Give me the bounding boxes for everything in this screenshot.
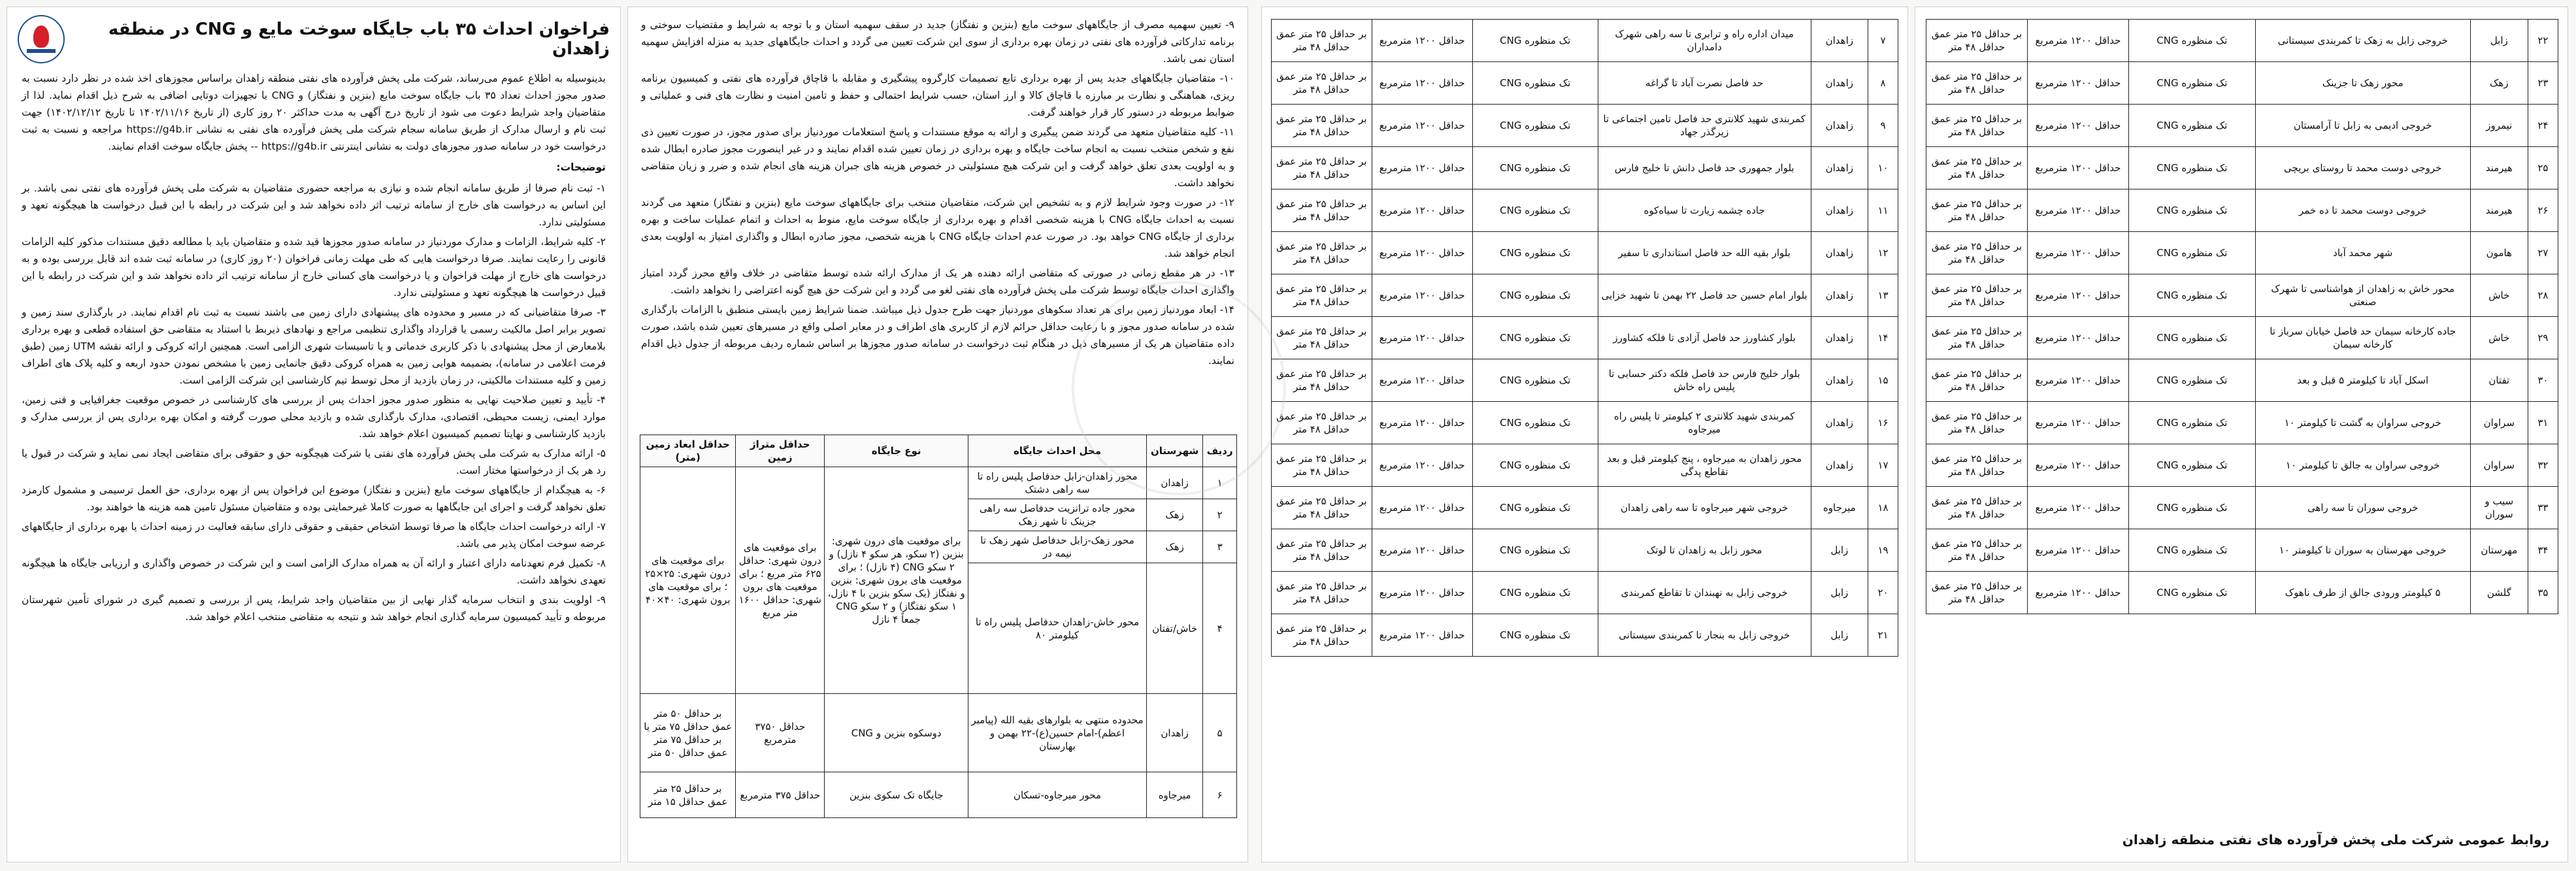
table-cell: زاهدان [1146, 467, 1203, 499]
table-cell: بر حداقل ۲۵ متر عمق حداقل ۴۸ متر [1926, 487, 2028, 529]
table-row [1272, 105, 1898, 147]
table-cell: ۱۳ [1868, 274, 1898, 317]
table-cell: زاهدان [1811, 62, 1868, 105]
table-cell: ۹ [1868, 105, 1898, 147]
table-cell: خروجی سراوان به گشت تا کیلومتر ۱۰ [2255, 402, 2470, 444]
table-cell: ۳۲ [2528, 444, 2558, 487]
notes-list [22, 180, 606, 625]
table-row [1272, 147, 1898, 189]
table-row [640, 467, 1237, 499]
table-cell: بر حداقل ۲۵ متر عمق حداقل ۴۸ متر [1926, 444, 2028, 487]
note-item: ۵- ارائه مدارک به شرکت ملی پخش فرآورده های نفتی یا شرکت هیچگونه حق و حقوقی برای متقاضی ایجاد نمی نماید و شرکت در قبول یا رد هر یک از درخواستها مختار است. [22, 448, 606, 476]
table-cell: زابل [1811, 529, 1868, 572]
note-item: ۴- تأیید و تعیین صلاحیت نهایی به منظور صدور مجوز احداث پس از بررسی های کارشناسی در خصوص موقعیت جغرافیایی و فنی زمین، موارد ایمنی، زیست محیطی، اقتصادی، مدارک بارگذاری شده و بازدید محلی صورت گرفته و امکان بهره برداری پس از بررسی مدارک و بازدید کارشناسی و نهایتا تصمیم کمیسیون اعلام خواهد شد. [22, 394, 606, 440]
table-cell: ۸ [1868, 62, 1898, 105]
table-cell: ۷ [1868, 20, 1898, 62]
stations-table-main [640, 435, 1237, 818]
table-cell: تک منظوره CNG [1472, 402, 1598, 444]
table-header-cell: حداقل متراژ زمین [736, 435, 825, 467]
table-cell: محور زهک-زابل حدفاصل شهر زهک تا نیمه در [968, 531, 1147, 563]
table-cell: حداقل ۱۲۰۰ مترمربع [2027, 317, 2128, 359]
table-row [1926, 62, 2558, 105]
table-cell: بر حداقل ۲۵ متر عمق حداقل ۴۸ متر [1272, 572, 1372, 614]
table-cell: محور زاهدان-زابل حدفاصل پلیس راه تا سه راهی دشتک [968, 467, 1147, 499]
company-logo-icon [18, 15, 65, 63]
merged-cell-area: برای موقعیت های درون شهری: حداقل ۶۲۵ متر مربع ؛ برای موقعیت های برون شهری: حداقل ۱۶۰۰ متر مربع [736, 467, 825, 694]
table-cell: هامون [2470, 232, 2528, 274]
table-cell: خروجی دوست محمد تا ده خمر [2255, 189, 2470, 232]
table-row [1926, 359, 2558, 402]
table-cell: حداقل ۱۲۰۰ مترمربع [1372, 147, 1472, 189]
table-cell: ۵ کیلومتر ورودی جالق از طرف ناهوک [2255, 572, 2470, 614]
table-cell: ۱۴ [1868, 317, 1898, 359]
table-cell: بر حداقل ۲۵ متر عمق حداقل ۴۸ متر [1272, 359, 1372, 402]
table-cell: سیب و سوران [2470, 487, 2528, 529]
table-cell: محور زاهدان به میرجاوه ، پنج کیلومتر قبل و بعد تقاطع پدگی [1598, 444, 1811, 487]
table-cell: ۱۱ [1868, 189, 1898, 232]
table-cell: خروجی زابل به زهک تا کمربندی سیستانی [2255, 20, 2470, 62]
table-cell: تک منظوره CNG [2129, 317, 2256, 359]
table-cell: بلوار کشاورز حد فاصل آزادی تا فلکه کشاورز [1598, 317, 1811, 359]
table-cell: بر حداقل ۲۵ متر عمق حداقل ۱۵ متر [640, 772, 736, 818]
table-cell: تک منظوره CNG [1472, 529, 1598, 572]
table-cell: حداقل ۱۲۰۰ مترمربع [1372, 444, 1472, 487]
table-cell: بر حداقل ۲۵ متر عمق حداقل ۴۸ متر [1272, 189, 1372, 232]
table-cell: ۳ [1203, 531, 1237, 563]
table-cell: حداقل ۱۲۰۰ مترمربع [2027, 572, 2128, 614]
table-cell: زهک [2470, 62, 2528, 105]
table-cell: جاده چشمه زیارت تا سیاه‌کوه [1598, 189, 1811, 232]
note-item: ۱- ثبت نام صرفا از طریق سامانه انجام شده و نیازی به مراجعه حضوری متقاضیان به شرکت ملی پخش فرآورده های نفتی نمی باشد. بر این اساس به درخواست های خارج از سامانه ترتیب اثر داده نخواهد شد و این شرکت در رابطه با این قبیل درخواست ها هیچگونه تعهد و مسئولیتی ندارد. [22, 182, 606, 228]
table-cell: ۳۱ [2528, 402, 2558, 444]
table-row [1272, 62, 1898, 105]
table-cell: تک منظوره CNG [1472, 20, 1598, 62]
table-cell: بر حداقل ۲۵ متر عمق حداقل ۴۸ متر [1926, 232, 2028, 274]
table-cell: میرجاوه [1811, 487, 1868, 529]
table-cell: نیمروز [2470, 105, 2528, 147]
table-row [1272, 487, 1898, 529]
table-header-row [640, 435, 1237, 467]
table-row [1272, 614, 1898, 657]
table-cell: ۳۵ [2528, 572, 2558, 614]
table-cell: تک منظوره CNG [1472, 274, 1598, 317]
table-cell: حداقل ۱۲۰۰ مترمربع [1372, 402, 1472, 444]
table-cell: تک منظوره CNG [1472, 232, 1598, 274]
table-cell: حداقل ۱۲۰۰ مترمربع [2027, 105, 2128, 147]
table-cell: حداقل ۱۲۰۰ مترمربع [2027, 487, 2128, 529]
table-cell: محدوده منتهی به بلوارهای بقیه الله (پیامبر اعظم)-امام حسین(ع)-۲۲ بهمن و بهارستان [968, 694, 1147, 772]
table-cell: خروجی شهر میرجاوه تا سه راهی زاهدان [1598, 487, 1811, 529]
table-cell: ۲۱ [1868, 614, 1898, 657]
table-cell: بر حداقل ۲۵ متر عمق حداقل ۴۸ متر [1272, 20, 1372, 62]
table-cell: بلوار جمهوری حد فاصل دانش تا خلیج فارس [1598, 147, 1811, 189]
table-row [1272, 529, 1898, 572]
table-cell: زاهدان [1811, 317, 1868, 359]
table-cell: حداقل ۱۲۰۰ مترمربع [1372, 614, 1472, 657]
table-cell: حداقل ۱۲۰۰ مترمربع [1372, 20, 1472, 62]
table-cell: خاش [2470, 317, 2528, 359]
table-cell: حداقل ۱۲۰۰ مترمربع [2027, 232, 2128, 274]
table-cell: بر حداقل ۵۰ متر عمق حداقل ۷۵ متر یا بر حداقل ۷۵ متر عمق حداقل ۵۰ متر [640, 694, 736, 772]
table-cell: حداقل ۱۲۰۰ مترمربع [2027, 274, 2128, 317]
table-cell: حداقل ۱۲۰۰ مترمربع [2027, 529, 2128, 572]
note-item: ۶- به هیچگدام از جایگاههای سوخت مایع (بنزین و نفتگاز) موضوع این فراخوان پس از بهره برداری، حق العمل ترسیمی و مشمول کارمزد تعلق نخواهد گرفت و اجرای این جایگاهها به صورت کاملا غیرحمایتی بوده و متقاضیان مسئول تامین همه هزینه ها خواهند بود. [22, 484, 606, 513]
table-cell: تک منظوره CNG [2129, 402, 2256, 444]
table-cell: حداقل ۱۲۰۰ مترمربع [2027, 62, 2128, 105]
table-cell: بر حداقل ۲۵ متر عمق حداقل ۴۸ متر [1272, 274, 1372, 317]
table-row [1926, 105, 2558, 147]
table-cell: ۲۳ [2528, 62, 2558, 105]
table-cell: حداقل ۱۲۰۰ مترمربع [2027, 444, 2128, 487]
table-cell: حداقل ۱۲۰۰ مترمربع [1372, 232, 1472, 274]
intro-paragraph: بدینوسیله به اطلاع عموم می‌رساند، شرکت ملی پخش فرآورده های نفتی منطقه زاهدان براساس مجوزهای اخذ شده در نظر دارد نسبت به صدور مجوز احداث تعداد ۳۵ باب جایگاه سوخت مایع (بنزین و نفتگاز) و CNG با تجهیزات دوتایی اضافی به شرح ذیل اقدام نماید. لذا از متقاضیان واجد شرایط دعوت می شود از تاریخ درج آگهی به مدت حداکثر ۲۰ روز کاری (از تاریخ ۱۴۰۲/۱۱/۱۶ تا تاریخ ۱۴۰۲/۱۲/۱۲) جهت ثبت نام و ارسال مدارک از طریق سامانه سجام شرکت ملی پخش فرآورده های نفتی به نشانی https://g4b.ir مراجعه و نسبت به ثبت درخواست خود در سامانه صدور مجوزهای دولت به نشانی اینترنتی https://g4b.ir -- پخش جایگاه سوخت اقدام نمایند. [22, 73, 606, 152]
table-cell: خروجی سوران تا سه راهی [2255, 487, 2470, 529]
table-cell: ۲۲ [2528, 20, 2558, 62]
table-cell: حداقل ۱۲۰۰ مترمربع [1372, 62, 1472, 105]
table-cell: محور جاده ترانزیت حدفاصل سه راهی جزینک تا شهر زهک [968, 499, 1147, 531]
table-cell: حداقل ۱۲۰۰ مترمربع [2027, 20, 2128, 62]
table-cell: تک منظوره CNG [2129, 529, 2256, 572]
table-cell: شهر محمد آباد [2255, 232, 2470, 274]
table-cell: زاهدان [1811, 105, 1868, 147]
table-cell: زاهدان [1811, 359, 1868, 402]
table-row [1926, 487, 2558, 529]
table-cell: ۱۶ [1868, 402, 1898, 444]
table-cell: تک منظوره CNG [2129, 105, 2256, 147]
table-cell: تک منظوره CNG [1472, 105, 1598, 147]
table-cell: گلشن [2470, 572, 2528, 614]
table-cell: ۳۳ [2528, 487, 2558, 529]
table-cell: حداقل ۱۲۰۰ مترمربع [1372, 359, 1472, 402]
table-cell: تک منظوره CNG [1472, 147, 1598, 189]
table-cell: ۱۲ [1868, 232, 1898, 274]
note-item: ۹- تعیین سهمیه مصرف از جایگاههای سوخت مایع (بنزین و نفتگاز) جدید در سقف سهمیه استان و با توجه به شرایط و مقتضیات سوختی و برنامه تدارکاتی فرآورده های نفتی در زمان بهره برداری از سوی این شرکت تعیین می گردد و احداث جایگاههای جدید به منزله افزایش سهمیه استان نمی باشد. [641, 19, 1234, 65]
table-cell: ۱۵ [1868, 359, 1898, 402]
table-row [1272, 359, 1898, 402]
table-cell: تک منظوره CNG [2129, 147, 2256, 189]
table-header-cell: شهرستان [1146, 435, 1203, 467]
table-cell: زاهدان [1811, 147, 1868, 189]
table-cell: حداقل ۱۲۰۰ مترمربع [1372, 189, 1472, 232]
table-row [1272, 444, 1898, 487]
table-cell: بلوار بقیه الله حد فاصل استانداری تا سفیر [1598, 232, 1811, 274]
table-cell: حد فاصل نصرت آباد تا گراغه [1598, 62, 1811, 105]
table-cell: زاهدان [1811, 189, 1868, 232]
notice-page-2 [627, 7, 1248, 863]
table-cell: ۶ [1203, 772, 1237, 818]
table-cell: خروجی سراوان به جالق تا کیلومتر ۱۰ [2255, 444, 2470, 487]
table-cell: زاهدان [1146, 694, 1203, 772]
notice-body [7, 67, 620, 631]
footer-signature: روابط عمومی شرکت ملی پخش فرآورده های نفتی منطقه زاهدان [2122, 832, 2549, 847]
table-cell: خروجی ادیمی به زابل تا آرامستان [2255, 105, 2470, 147]
table-cell: بر حداقل ۲۵ متر عمق حداقل ۴۸ متر [1926, 20, 2028, 62]
table-cell: مهرستان [2470, 529, 2528, 572]
table-row [1272, 317, 1898, 359]
table-cell: زابل [1811, 572, 1868, 614]
table-cell: حداقل ۱۲۰۰ مترمربع [1372, 105, 1472, 147]
table-cell: ۲ [1203, 499, 1237, 531]
table-cell: جاده کارخانه سیمان حد فاصل خیابان سرباز تا کارخانه سیمان [2255, 317, 2470, 359]
notice-header [7, 7, 620, 67]
note-item: ۱۴- ابعاد موردنیاز زمین برای هر تعداد سکوهای موردنیاز جهت طرح جدول ذیل میباشد. ضمنا شرایط زمین بایستی منطبق با الزامات بارگذاری شده در سامانه صدور مجوز و با رعایت حداقل حرائم لازم از کاربری های اطراف و در معابر اصلی واقع در مسیرهای تعیین شده باشد، صورت داده متقاضیان هر یک از مسیرهای ذیل در هنگام ثبت درخواست در سامانه صدور مجوزها بر اساس شماره ردیف مربوطه از جدول ذیل اقدام نمایند. [641, 304, 1234, 367]
table-cell: تک منظوره CNG [1472, 444, 1598, 487]
table-cell: ۲۰ [1868, 572, 1898, 614]
table-cell: تک منظوره CNG [2129, 20, 2256, 62]
table-cell: محور میرجاوه-تسکان [968, 772, 1147, 818]
table-row [1272, 402, 1898, 444]
table-cell: تک منظوره CNG [1472, 487, 1598, 529]
notice-page-1 [7, 7, 621, 863]
table-cell: ۲۴ [2528, 105, 2558, 147]
table-cell: ۳۴ [2528, 529, 2558, 572]
note-item: ۳- صرفا متقاضیانی که در مسیر و محدوده های پیشنهادی دارای زمین می باشند نسبت به ثبت نام اقدام نمایند. در بارگذاری سند زمین و تصویر برابر اصل مالکیت رسمی یا قرارداد واگذاری تنظیمی مراجع و نهادهای ذیربط با استناد به متقاضی حق استفاده قطعی و بهره برداری بلامعارض از محل پیشنهادی با ذکر کاربری خدماتی و یا تاسیسات شهری الزامی است. همچنین ارائه کروکی و ارائه نقشه UTM زمین (طبق فرمت اعلامی در سامانه)، بضمیمه هوایی زمین به همراه کروکی دقیق جانمایی زمین با مشخص نمودن حدود اربعه و کلیه پلاک های اطراف زمین و کلیه مستندات مالکیتی، در زمان بازدید از محل توسط تیم کارشناسی این شرکت الزامی است. [22, 306, 606, 386]
table-row [1926, 232, 2558, 274]
table-cell: بر حداقل ۲۵ متر عمق حداقل ۴۸ متر [1272, 105, 1372, 147]
table-row [1926, 317, 2558, 359]
table-cell: زاهدان [1811, 20, 1868, 62]
table-cell: بر حداقل ۲۵ متر عمق حداقل ۴۸ متر [1926, 274, 2028, 317]
table-row [1926, 189, 2558, 232]
table-header-cell: ردیف [1203, 435, 1237, 467]
table-cell: بر حداقل ۲۵ متر عمق حداقل ۴۸ متر [1926, 317, 2028, 359]
table-cell: بر حداقل ۲۵ متر عمق حداقل ۴۸ متر [1272, 62, 1372, 105]
table-cell: تک منظوره CNG [2129, 189, 2256, 232]
cng-stations-table-2 [1926, 19, 2558, 614]
table-header-cell: محل احداث جایگاه [968, 435, 1147, 467]
notice-page-4 [1915, 7, 2568, 863]
table-cell: بر حداقل ۲۵ متر عمق حداقل ۴۸ متر [1272, 487, 1372, 529]
table-row [1926, 20, 2558, 62]
table-cell: حداقل ۱۲۰۰ مترمربع [2027, 402, 2128, 444]
table-cell: ۱۸ [1868, 487, 1898, 529]
table-cell: تک منظوره CNG [1472, 317, 1598, 359]
table-cell: کمربندی شهید کلانتری ۲ کیلومتر تا پلیس راه میرجاوه [1598, 402, 1811, 444]
table-cell: ۳۰ [2528, 359, 2558, 402]
table-cell: بلوار امام حسین حد فاصل ۲۲ بهمن تا شهید خزایی [1598, 274, 1811, 317]
table-cell: ۱۷ [1868, 444, 1898, 487]
table-cell: حداقل ۱۲۰۰ مترمربع [1372, 529, 1472, 572]
table-cell: تک منظوره CNG [2129, 487, 2256, 529]
table-cell: حداقل ۱۲۰۰ مترمربع [1372, 317, 1472, 359]
table-cell: ۲۵ [2528, 147, 2558, 189]
table-cell: زاهدان [1811, 402, 1868, 444]
table-cell: حداقل ۱۲۰۰ مترمربع [1372, 572, 1472, 614]
table-cell: دوسکوه بنزین و CNG [825, 694, 968, 772]
table-cell: زاهدان [1811, 232, 1868, 274]
table-header-cell: حداقل ابعاد زمین (متر) [640, 435, 736, 467]
table-cell: میرجاوه [1146, 772, 1203, 818]
table-cell: بر حداقل ۲۵ متر عمق حداقل ۴۸ متر [1926, 572, 2028, 614]
table-cell: بر حداقل ۲۵ متر عمق حداقل ۴۸ متر [1926, 105, 2028, 147]
table-cell: بر حداقل ۲۵ متر عمق حداقل ۴۸ متر [1926, 147, 2028, 189]
notes-title: توضیحات: [556, 161, 606, 173]
table-cell: سراوان [2470, 444, 2528, 487]
table-cell: حداقل ۱۲۰۰ مترمربع [2027, 147, 2128, 189]
table-cell: خاش [2470, 274, 2528, 317]
table-cell: زابل [1811, 614, 1868, 657]
table-cell: بر حداقل ۲۵ متر عمق حداقل ۴۸ متر [1926, 529, 2028, 572]
table-cell: ۴ [1203, 563, 1237, 694]
table-cell: تک منظوره CNG [1472, 614, 1598, 657]
table-cell: تک منظوره CNG [1472, 62, 1598, 105]
notes-continued [628, 7, 1247, 427]
note-item: ۱۳- در هر مقطع زمانی در صورتی که متقاضی ارائه دهنده هر یک از مدارک ارائه شده توسط متقاضی در خلاف واقع محرز گردد امتیاز واگذاری احداث جایگاه توسط شرکت ملی پخش فرآورده های نفتی لغو می گردد و این شرکت حق هیچ گونه اعتراضی را نخواهد داشت. [641, 267, 1234, 296]
table-cell: بر حداقل ۲۵ متر عمق حداقل ۴۸ متر [1926, 62, 2028, 105]
table-cell: حداقل ۱۲۰۰ مترمربع [2027, 189, 2128, 232]
table-row [1926, 444, 2558, 487]
table-row [1272, 189, 1898, 232]
table-cell: بر حداقل ۲۵ متر عمق حداقل ۴۸ متر [1272, 402, 1372, 444]
table-cell: بر حداقل ۲۵ متر عمق حداقل ۴۸ متر [1272, 444, 1372, 487]
note-item: ۱۲- در صورت وجود شرایط لازم و به تشخیص این شرکت، متقاضیان منتخب برای جایگاههای سوخت مایع (بنزین و نفتگاز) متعهد می گردند نسبت به احداث جایگاه CNG با هزینه شخصی اقدام و بهره برداری از جایگاه سوخت مایع، منوط به احداث و اتمام عملیات ساخت و بهره برداری از جایگاه CNG خواهد بود. در صورت عدم احداث جایگاه CNG با هزینه شخصی، مجوز صادره ابطال و واگذاری امتیاز به اولویت بعدی انجام خواهد شد. [641, 197, 1234, 259]
table-cell: زاهدان [1811, 444, 1868, 487]
table-cell: بر حداقل ۲۵ متر عمق حداقل ۴۸ متر [1926, 402, 2028, 444]
table-row [1926, 147, 2558, 189]
table-cell: حداقل ۳۷۵ مترمربع [736, 772, 825, 818]
table-cell: محور زابل به زاهدان تا لوتک [1598, 529, 1811, 572]
table-row [1926, 402, 2558, 444]
table-cell: خروجی زابل به نهبندان تا تقاطع کمربندی [1598, 572, 1811, 614]
table-cell: زابل [2470, 20, 2528, 62]
note-item: ۱۱- کلیه متقاضیان متعهد می گردند ضمن پیگیری و ارائه به موقع مستندات و پاسخ استعلامات موردنیاز برای صدور مجوز، در صورت تعیین ذی نفع و شخص منتخب نسبت به انجام ساخت جایگاه و بهره برداری در زمان تعیین شده اقدام نمایند و در غیر اینصورت مجوز صادره ابطال شده و به اولویت بعدی تعلق خواهد گرفت و این شرکت هیچ مسئولیتی در خصوص هزینه های جبران هزینه های انجام شده و ضرر و زیان متقاضی نخواهد داشت. [641, 126, 1234, 189]
note-item: ۲- کلیه شرایط، الزامات و مدارک موردنیاز در سامانه صدور مجوزها قید شده و متقاضیان باید با مطالعه دقیق مستندات مذکور کلیه الزامات قانونی را رعایت نمایند. صرفا درخواست هایی که طی مهلت زمانی فراخوان (۲۰ روز کاری) در سامانه ثبت شده اند قابل بررسی بوده و به درخواست های خارج از مهلت فراخوان و یا درخواست های کسانی خارج از سامانه ترتیب اثر داده نخواهد شد و این شرکت در رابطه با این قبیل درخواست ها هیچگونه تعهد و مسئولیتی ندارد. [22, 236, 606, 299]
table-row [1926, 274, 2558, 317]
table-cell: سراوان [2470, 402, 2528, 444]
table-cell: زهک [1146, 499, 1203, 531]
table-row [1272, 20, 1898, 62]
table-cell: بلوار خلیج فارس حد فاصل فلکه دکتر حسابی تا پلیس راه خاش [1598, 359, 1811, 402]
note-item: ۱۰- متقاضیان جایگاههای جدید پس از بهره برداری تابع تصمیمات کارگروه پیشگیری و مقابله با قاچاق فرآورده های نفتی و کمیسیون برنامه ریزی، هماهنگی و نظارت بر مبارزه با قاچاق کالا و ارز استان، حسب شرایط احتمالی و حفظ و تامین امنیت و نظارت های فنی و عملیاتی و ضوابط مربوطه در دستور کار قرار خواهند گرفت. [641, 73, 1234, 118]
table-cell: بر حداقل ۲۵ متر عمق حداقل ۴۸ متر [1272, 614, 1372, 657]
table-cell: ۱۰ [1868, 147, 1898, 189]
table-cell: ۲۹ [2528, 317, 2558, 359]
table-row [1272, 572, 1898, 614]
table-cell: کمربندی شهید کلانتری حد فاصل تامین اجتماعی تا زیرگذر جهاد [1598, 105, 1811, 147]
table-cell: ۱۹ [1868, 529, 1898, 572]
table-cell: تک منظوره CNG [1472, 359, 1598, 402]
table-row [1926, 529, 2558, 572]
table-cell: میدان اداره راه و ترابری تا سه راهی شهرک دامداران [1598, 20, 1811, 62]
table-row [640, 694, 1237, 772]
cng-stations-table-1 [1271, 19, 1898, 657]
table-cell: هیرمند [2470, 147, 2528, 189]
table-cell: زاهدان [1811, 274, 1868, 317]
note-item: ۸- تکمیل فرم تعهدنامه دارای اعتبار و ارائه آن به همراه مدارک الزامی است و این شرکت در خصوص واگذاری و ارزیابی جایگاه ها هیچگونه تعهدی نخواهد داشت. [22, 557, 606, 586]
table-cell: ۲۶ [2528, 189, 2558, 232]
table-cell: تک منظوره CNG [1472, 572, 1598, 614]
table-cell: خروجی مهرستان به سوران تا کیلومتر ۱۰ [2255, 529, 2470, 572]
table-cell: محور خاش به زاهدان از هواشناسی تا شهرک صنعتی [2255, 274, 2470, 317]
table-cell: تک منظوره CNG [2129, 444, 2256, 487]
merged-cell-dims: برای موقعیت های درون شهری: ۲۵×۲۵ ؛ برای موقعیت های برون شهری: ۴۰×۴۰ [640, 467, 736, 694]
table-cell: ۲۸ [2528, 274, 2558, 317]
notice-title: فراخوان احداث ۳۵ باب جایگاه سوخت مایع و CNG در منطقه زاهدان [108, 20, 610, 59]
table-cell: بر حداقل ۲۵ متر عمق حداقل ۴۸ متر [1272, 147, 1372, 189]
table-cell: ۲۷ [2528, 232, 2558, 274]
table-row [1926, 572, 2558, 614]
table-row [1272, 232, 1898, 274]
table-cell: بر حداقل ۲۵ متر عمق حداقل ۴۸ متر [1272, 317, 1372, 359]
table-cell: ۱ [1203, 467, 1237, 499]
table-cell: اسکل آباد تا کیلومتر ۵ قبل و بعد [2255, 359, 2470, 402]
table-cell: خروجی زابل به بنجار تا کمربندی سیستانی [1598, 614, 1811, 657]
table-header-cell: نوع جایگاه [825, 435, 968, 467]
merged-cell-type: برای موقعیت های درون شهری: بنزین (۲ سکو، هر سکو ۴ نازل) و ۲ سکو CNG (۴ نازل) ؛ برای موقعیت های برون شهری: بنزین و نفتگاز (یک سکو بنزین با ۴ نازل، ۱ سکو نفتگاز) و ۲ سکو CNG جمعاً ۴ نازل [825, 467, 968, 694]
table-cell: خاش/تفتان [1146, 563, 1203, 694]
table-cell: تک منظوره CNG [2129, 274, 2256, 317]
table-cell: محور خاش-زاهدان حدفاصل پلیس راه تا کیلومتر ۸۰ [968, 563, 1147, 694]
notice-page-3 [1261, 7, 1908, 863]
table-cell: بر حداقل ۲۵ متر عمق حداقل ۴۸ متر [1926, 359, 2028, 402]
table-cell: ۵ [1203, 694, 1237, 772]
table-cell: بر حداقل ۲۵ متر عمق حداقل ۴۸ متر [1272, 529, 1372, 572]
table-cell: حداقل ۱۲۰۰ مترمربع [2027, 359, 2128, 402]
table-cell: تک منظوره CNG [2129, 62, 2256, 105]
table-cell: بر حداقل ۲۵ متر عمق حداقل ۴۸ متر [1272, 232, 1372, 274]
table-cell: جایگاه تک سکوی بنزین [825, 772, 968, 818]
table-cell: حداقل ۱۲۰۰ مترمربع [1372, 487, 1472, 529]
table-cell: زهک [1146, 531, 1203, 563]
table-row [1272, 274, 1898, 317]
table-cell: بر حداقل ۲۵ متر عمق حداقل ۴۸ متر [1926, 189, 2028, 232]
table-row [640, 772, 1237, 818]
table-cell: تک منظوره CNG [2129, 572, 2256, 614]
table-cell: هیرمند [2470, 189, 2528, 232]
table-cell: حداقل ۱۲۰۰ مترمربع [1372, 274, 1472, 317]
table-cell: تک منظوره CNG [2129, 232, 2256, 274]
table-cell: تک منظوره CNG [1472, 189, 1598, 232]
table-cell: محور زهک تا جزینک [2255, 62, 2470, 105]
note-item: ۷- ارائه درخواست احداث جایگاه ها صرفا توسط اشخاص حقیقی و حقوقی دارای سابقه فعالیت در زمینه احداث یا بهره برداری از جایگاههای عرضه سوخت امکان پذیر می باشد. [22, 521, 606, 550]
table-cell: خروجی دوست محمد تا روستای بریچی [2255, 147, 2470, 189]
table-cell: تفتان [2470, 359, 2528, 402]
table-cell: تک منظوره CNG [2129, 359, 2256, 402]
table-cell: حداقل ۳۷۵۰ مترمربع [736, 694, 825, 772]
note-item: ۹- اولویت بندی و انتخاب سرمایه گذار نهایی از بین متقاضیان واجد شرایط، پس از بررسی و تصمیم گیری در شورای تأمین شهرستان مربوطه و تأیید کمیسیون سرمایه گذاری انجام خواهد شد و نتیجه به متقاضی منتخب اعلام خواهد شد. [22, 594, 606, 623]
